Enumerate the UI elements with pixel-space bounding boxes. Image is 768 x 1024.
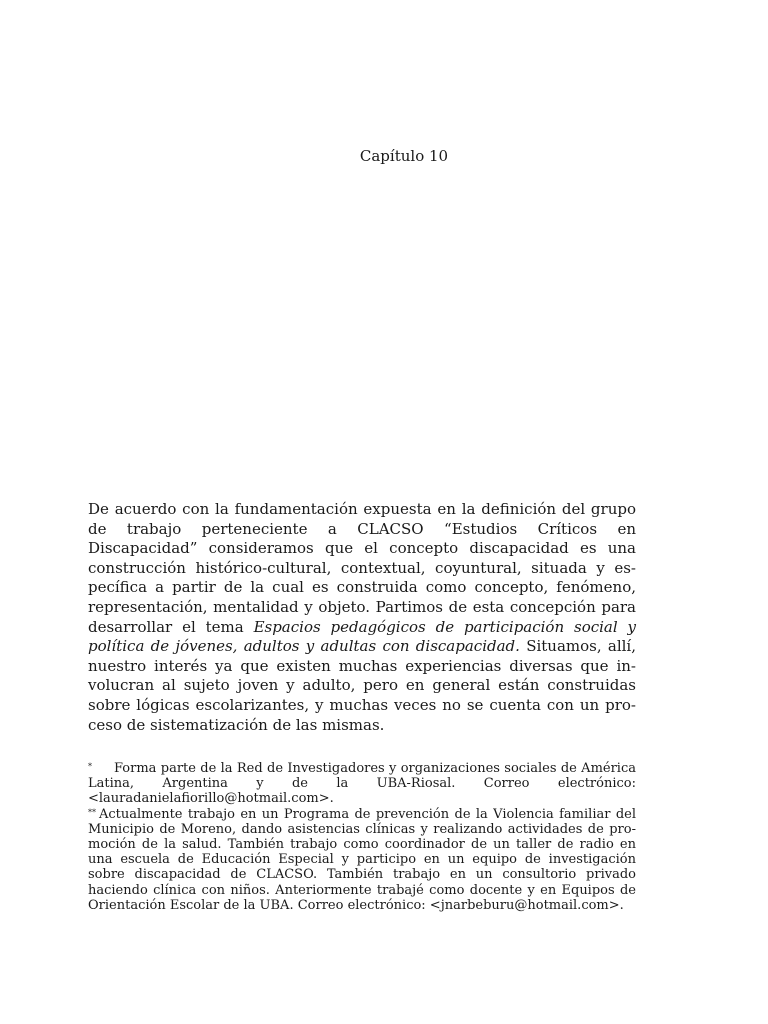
footnotes [88, 761, 636, 913]
footnote-2-marker: ** [88, 807, 96, 817]
body-text-start: De acuerdo con la fundamentación expuesta en la definición del grupo de trabajo perteneciente a CLACSO “Estudios Críticos en Discapacidad” consideramos que el concepto discapacidad es una construcción histórico-cultural, contextual, coyuntural, situada y específica a partir de la cual es construida como concepto, fenómeno, representación, mentalidad y objeto. Partimos de esta concepción para desarrollar el tema [88, 500, 636, 636]
footnote-1-marker: * [88, 762, 92, 771]
footnote-1 [88, 761, 636, 807]
footnote-1-text: Forma parte de la Red de Investigadores y organizaciones sociales de América Latina, Argentina y de la UBA-Riosal. Correo electrónico: <lauradanielafiorillo@hotmail.com>. [88, 761, 636, 807]
chapter-title: Capítulo 10 [359, 147, 449, 165]
body-text-end: Situamos, allí, nuestro interés ya que existen muchas experiencias diversas que involucran al sujeto joven y adulto, pero en general están construidas sobre lógicas escolarizantes, y muchas veces no se cuenta con un proceso de sistematización de las mismas. [88, 637, 636, 734]
body-text-italic-title: Espacios pedagógicos de participación social y política de jóvenes, adultos y adultas con discapacidad. [88, 617, 636, 656]
footnote-2-text: Actualmente trabajo en un Programa de prevención de la Violencia familiar del Municipio de Moreno, dando asistencias clínicas y realizando actividades de promoción de la salud. También trabajo como coordinador de un taller de radio en una escuela de Educación Especial y participo en un equipo de investigación sobre discapacidad de CLACSO. También trabajo en un consultorio privado haciendo clínica con niños. Anteriormente trabajé como docente y en Equipos de Orientación Escolar de la UBA. Correo electrónico: <jnarbeburu@hotmail.com>. [88, 806, 636, 913]
body-paragraph [88, 500, 636, 735]
footnote-2 [88, 807, 636, 913]
